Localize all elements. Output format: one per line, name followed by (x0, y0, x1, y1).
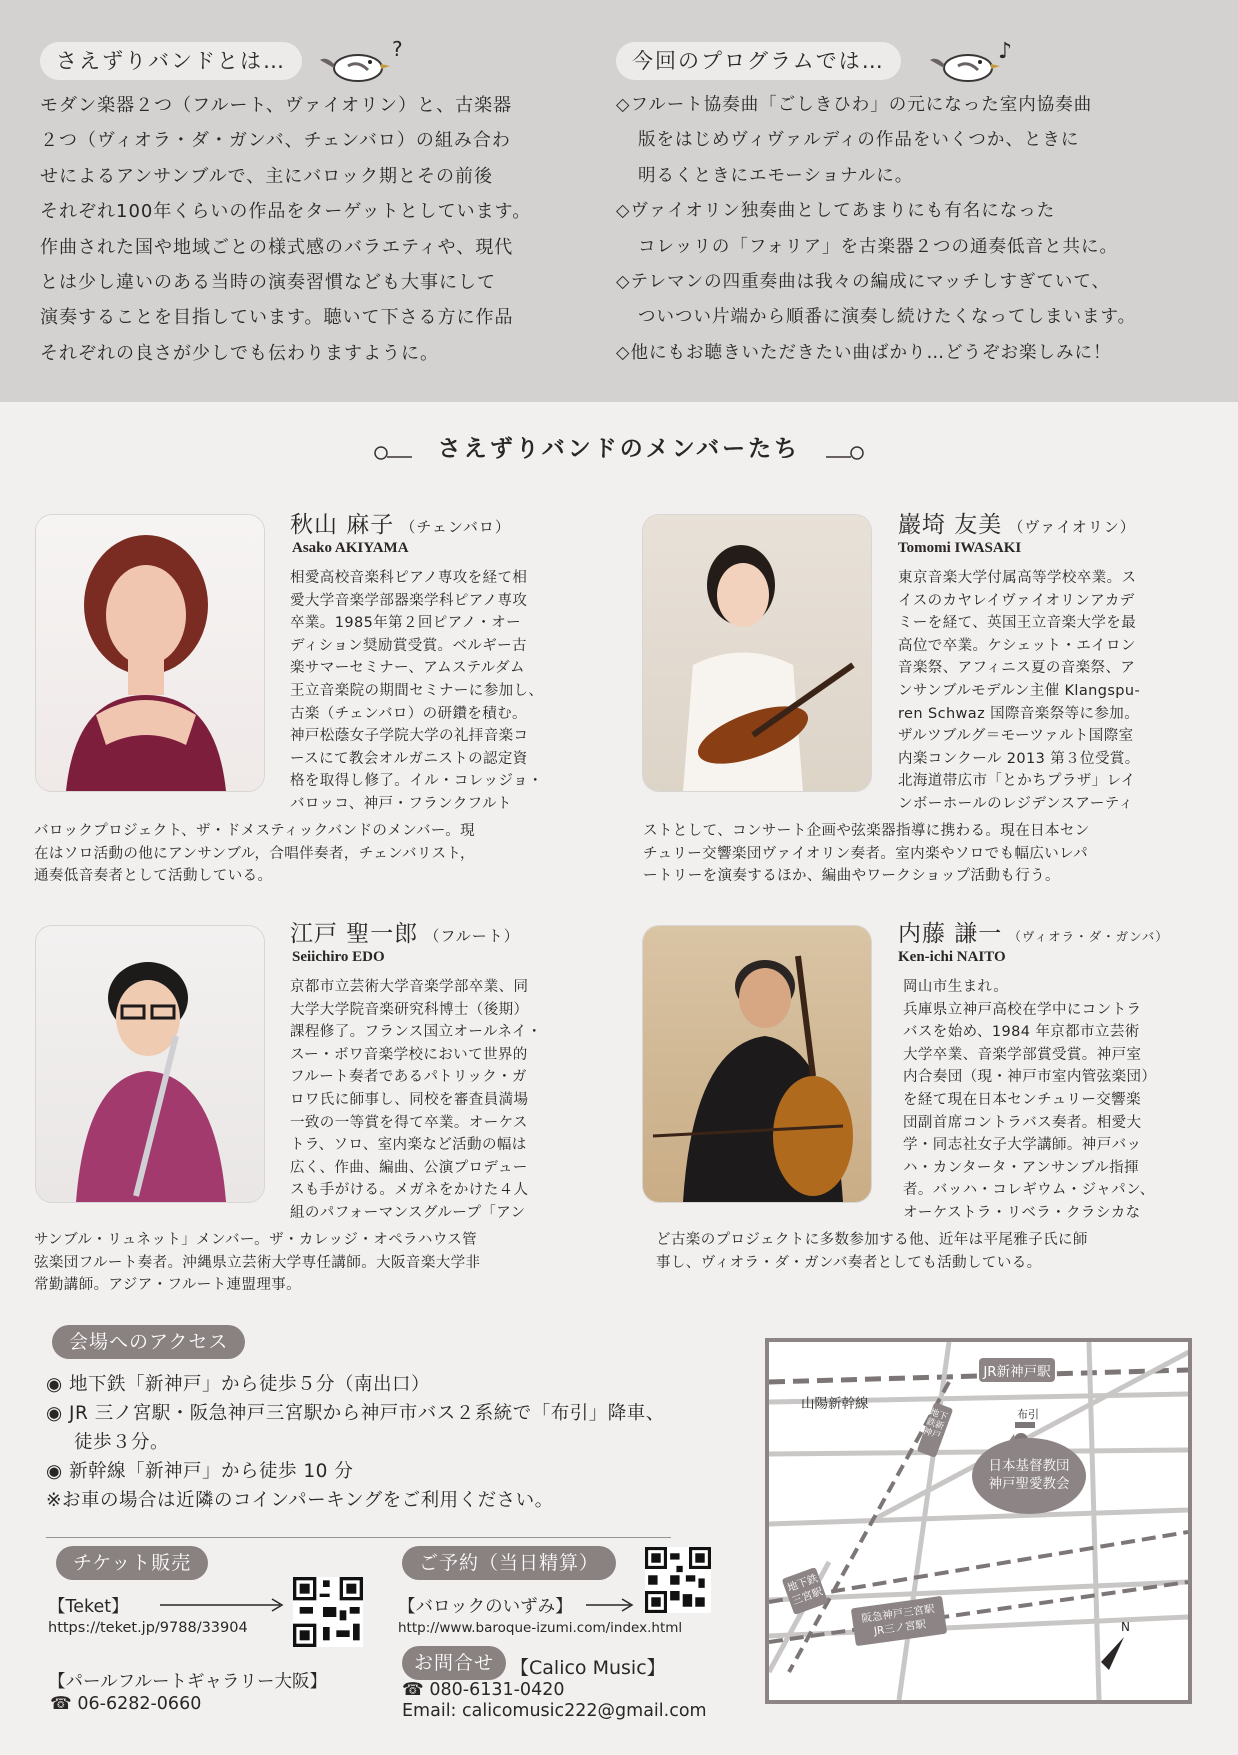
member-instrument: （チェンバロ） (400, 518, 511, 536)
bio-line: ロワ氏に師事し、同校を審査員満場 (290, 1091, 529, 1108)
member-bio-side-naito (903, 976, 1156, 1225)
about-line: せによるアンサンブルで、主にバロック期とその前後 (40, 165, 493, 187)
member-name: 内藤 謙一 (898, 921, 1003, 947)
bio-line: ースにて教会オルガニストの認定資 (290, 750, 528, 767)
map-church: 日本基督教団 神戸聖愛教会 (988, 1458, 1070, 1492)
arrow-right-icon (586, 1597, 636, 1613)
contact-org: 【Calico Music】 (510, 1657, 666, 1679)
bio-line: 学・同志社女子大学講師。神戸バッ (903, 1137, 1142, 1154)
program-line: ◇テレマンの四重奏曲は我々の編成にマッチしすぎていて、 (616, 272, 1111, 293)
teket-qr-code-icon[interactable] (293, 1577, 363, 1647)
teket-label: 【Teket】 (48, 1597, 129, 1617)
bio-line: 者。バッハ・コレギウム・ジャパン、 (903, 1182, 1155, 1199)
member-instrument: （フルート） (424, 927, 520, 945)
bio-line: トラ、ソロ、室内楽など活動の幅は (290, 1137, 527, 1154)
members-title: さえずりバンドのメンバーたち (437, 436, 801, 462)
bio-line: イスのカヤレイヴァイオリンアカデ (898, 592, 1135, 609)
map-subway-shinkobe: 地下鉄新神戸 (921, 1407, 949, 1442)
bio-line: バロックプロジェクト、ザ・ドメスティックバンドのメンバー。現 (34, 823, 476, 839)
bio-line: ンサンブルモデルン主催 Klangspu- (898, 682, 1141, 699)
pearl-label: 【パールフルートギャラリー大阪】 (48, 1672, 327, 1692)
bio-line: ミーを経て、英国王立音楽大学を最 (898, 615, 1137, 632)
contact-title: お問合せ (402, 1646, 506, 1680)
bio-line: 京都市立芸術大学音楽学部卒業、同 (290, 979, 529, 995)
access-list (46, 1370, 665, 1515)
member-name: 巖埼 友美 (898, 512, 1003, 538)
portrait-flutist-icon (36, 926, 264, 1202)
access-item: ◉ 地下鉄「新神戸」から徒歩５分（南出口） (46, 1374, 431, 1395)
portrait-woman-icon (36, 515, 264, 791)
tickets-title: チケット販売 (56, 1546, 208, 1580)
member-bio-side-akiyama (290, 567, 543, 816)
bio-line: サンブル・リュネット」メンバー。ザ・カレッジ・オペラハウス管 (34, 1232, 478, 1248)
about-line: それぞれの良さが少しでも伝わりますように。 (40, 342, 439, 364)
svg-text:?: ? (392, 37, 403, 61)
member-bio-side-iwasaki (898, 567, 1140, 816)
bio-line: 組のパフォーマンスグループ「アン (290, 1204, 526, 1221)
program-text (616, 88, 1136, 371)
about-text (40, 88, 531, 371)
bio-line: 内楽コンクール 2013 第３位受賞。 (898, 750, 1140, 767)
bio-line: 音楽祭、アフィニス夏の音楽祭、ア (898, 660, 1136, 677)
access-item: 徒歩３分。 (74, 1432, 170, 1453)
arrow-right-icon (160, 1597, 285, 1613)
member-romaji-naito: Ken-ichi NAITO (898, 949, 1006, 965)
program-title: 今回のプログラムでは… (616, 42, 901, 80)
bio-line: 事し、ヴィオラ・ダ・ガンバ奏者としても活動している。 (656, 1254, 1042, 1271)
bio-line: フルート奏者であるパトリック・ガ (290, 1069, 527, 1086)
access-item: ◉ 新幹線「新神戸」から徒歩 10 分 (46, 1461, 354, 1482)
member-name-naito (898, 915, 1169, 948)
member-bio-full-iwasaki (643, 820, 1090, 888)
program-line: 明るくときにエモーショナルに。 (638, 165, 914, 186)
member-romaji-edo: Seiichiro EDO (292, 949, 385, 965)
member-instrument: （ヴィオラ・ダ・ガンバ） (1008, 929, 1169, 944)
map-bus-stop: 布引 (1017, 1408, 1039, 1421)
bio-line: ザルツブルグ＝モーツァルト国際室 (898, 728, 1134, 745)
svg-text:♪: ♪ (998, 39, 1013, 64)
about-line: 作曲された国や地域ごとの様式感のバラエティや、現代 (40, 236, 514, 258)
reservation-url[interactable]: http://www.baroque-izumi.com/index.html (398, 1620, 683, 1636)
contact-email[interactable]: Email: calicomusic222@gmail.com (402, 1701, 707, 1721)
bio-line: スー・ボワ音楽学校において世界的 (290, 1046, 528, 1063)
divider (46, 1537, 671, 1538)
bio-line: 大学卒業、音楽学部賞受賞。神戸室 (903, 1046, 1142, 1063)
about-line: それぞれ100年くらいの作品をターゲットとしています。 (40, 201, 532, 223)
bio-line: 格を取得し修了。イル・コレッジョ・ (290, 773, 543, 790)
about-line: ２つ（ヴィオラ・ダ・ガンバ、チェンバロ）の組み合わ (40, 130, 511, 152)
bio-line: スも手がける。メガネをかけた４人 (290, 1182, 529, 1199)
pearl-tel[interactable]: ☎ 06-6282-0660 (50, 1694, 202, 1714)
bio-line: 相愛高校音楽科ピアノ専攻を経て相 (290, 570, 528, 586)
member-bio-full-naito (656, 1229, 1088, 1274)
bio-line: ストとして、コンサート企画や弦楽器指導に携わる。現在日本セン (643, 823, 1090, 839)
member-photo-naito (643, 926, 871, 1202)
bio-line: 愛大学音楽学部器楽学科ピアノ専攻 (290, 592, 528, 609)
access-note: ※お車の場合は近隣のコインパーキングをご利用ください。 (46, 1490, 554, 1511)
north-icon: N (1121, 1620, 1130, 1634)
title-ornament-icon (368, 438, 870, 468)
access-item: ◉ JR 三ノ宮駅・阪急神戸三宮駅から神戸市バス２系統で「布引」降車、 (46, 1403, 665, 1424)
about-line: モダン楽器２つ（フルート、ヴァイオリン）と、古楽器 (40, 95, 513, 116)
bio-line: 北海道帯広市「とかちプラザ」レイ (898, 773, 1136, 790)
program-line: ◇他にもお聴きいただきたい曲ばかり…どうぞお楽しみに！ (616, 342, 1112, 363)
map-subway-sannomiya: 地下鉄 三宮駅 (785, 1572, 825, 1608)
member-bio-full-edo (34, 1229, 480, 1297)
bio-line: ど古楽のプロジェクトに多数参加する他、近年は平尾雅子氏に師 (656, 1232, 1088, 1248)
bio-line: 高位で卒業。ケシェット・エイロン (898, 637, 1136, 654)
member-name-edo (290, 915, 520, 948)
bio-line: 広く、作曲、編曲、公演プロデュー (290, 1159, 528, 1176)
member-name-iwasaki (898, 506, 1136, 539)
bio-line: 王立音楽院の期間セミナーに参加し、 (290, 682, 544, 699)
reservation-label: 【バロックのいずみ】 (398, 1597, 573, 1617)
bio-line: 岡山市生まれ。 (903, 979, 1009, 995)
member-instrument: （ヴァイオリン） (1008, 518, 1136, 536)
portrait-gamba-player-icon (643, 926, 871, 1202)
bio-line: オーケストラ・リベラ・クラシカな (903, 1204, 1141, 1221)
bio-line: 古楽（チェンバロ）の研鑽を積む。 (290, 705, 527, 722)
bio-line: ren Schwaz 国際音楽祭等に参加。 (898, 705, 1140, 722)
bio-line: ンボーホールのレジデンスアーティ (898, 795, 1134, 812)
reservation-title: ご予約（当日精算） (402, 1546, 616, 1580)
bio-line: チュリー交響楽団ヴァイオリン奏者。室内楽やソロでも幅広いレパ (643, 845, 1088, 862)
bio-line: 内合奏団（現・神戸市室内管弦楽団） (903, 1069, 1157, 1086)
bio-line: 大学大学院音楽研究科博士（後期） (290, 1001, 529, 1018)
about-line: 演奏することを目指しています。聴いて下さる方に作品 (40, 307, 514, 329)
member-bio-full-akiyama (34, 820, 475, 888)
program-line: ◇ヴァイオリン独奏曲としてあまりにも有名になった (616, 201, 1056, 222)
member-photo-edo (36, 926, 264, 1202)
access-map[interactable] (765, 1338, 1192, 1704)
bio-line: 団副首席コントラバス奏者。相愛大 (903, 1114, 1142, 1131)
bio-line: 兵庫県立神戸高校在学中にコントラ (903, 1001, 1142, 1018)
access-title: 会場へのアクセス (52, 1325, 245, 1359)
bio-line: 東京音楽大学付属高等学校卒業。ス (898, 570, 1137, 586)
bio-line: 課程修了。フランス国立オールネイ・ (290, 1024, 542, 1041)
bio-line: 在はソロ活動の他にアンサンブル，合唱伴奏者，チェンバリスト， (34, 845, 475, 862)
program-line: ◇フルート協奏曲「ごしきひわ」の元になった室内協奏曲 (616, 95, 1093, 115)
bio-line: 常勤講師。アジア・フルート連盟理事。 (34, 1277, 302, 1294)
member-photo-akiyama (36, 515, 264, 791)
contact-tel[interactable]: ☎ 080-6131-0420 (402, 1680, 565, 1700)
member-romaji-akiyama: Asako AKIYAMA (292, 540, 409, 556)
bio-line: バロッコ、神戸・フランクフルト (290, 795, 512, 812)
bio-line: ハ・カンタータ・アンサンブル指揮 (903, 1159, 1139, 1176)
teket-url[interactable]: https://teket.jp/9788/33904 (48, 1620, 248, 1636)
member-name-akiyama (290, 506, 511, 539)
bio-line: 神戸松蔭女子学院大学の礼拝音楽コ (290, 728, 529, 745)
bio-line: 卒業。1985年第２回ピアノ・オー (290, 615, 522, 632)
program-line: 版をはじめヴィヴァルディの作品をいくつか、ときに (638, 130, 1080, 151)
bio-line: ートリーを演奏するほか、編曲やワークショップ活動も行う。 (643, 868, 1060, 885)
reservation-qr-code-icon[interactable] (645, 1547, 711, 1613)
bird-music-note-icon (928, 34, 1020, 88)
program-line: コレッリの「フォリア」を古楽器２つの通奏低音と共に。 (638, 236, 1118, 257)
bio-line: 楽サマーセミナー、アムステルダム (290, 660, 525, 677)
bio-line: バスを始め、1984 年京都市立芸術 (903, 1024, 1140, 1041)
member-bio-side-edo (290, 976, 542, 1225)
member-photo-iwasaki (643, 515, 871, 791)
about-line: とは少し違いのある当時の演奏習慣なども大事にして (40, 272, 496, 294)
program-line: ついつい片端から順番に演奏し続けたくなってしまいます。 (638, 307, 1137, 328)
map-shinkansen: 山陽新幹線 (801, 1396, 869, 1412)
bio-line: ディション奨励賞受賞。ベルギー古 (290, 637, 527, 654)
map-jr-station: JR新神戸駅 (983, 1364, 1051, 1380)
map-hankyu-jr: 阪急神戸三宮駅 JR三ノ宮駅 (860, 1603, 936, 1638)
member-name: 秋山 麻子 (290, 512, 395, 538)
member-romaji-iwasaki: Tomomi IWASAKI (898, 540, 1022, 556)
bio-line: 通奏低音奏者として活動している。 (34, 868, 273, 885)
member-name: 江戸 聖一郎 (290, 921, 419, 947)
bird-question-icon (318, 34, 410, 88)
about-title: さえずりバンドとは… (40, 42, 302, 80)
bio-line: を経て現在日本センチュリー交響楽 (903, 1091, 1141, 1108)
portrait-violinist-icon (643, 515, 871, 791)
bio-line: 一致の一等賞を得て卒業。オーケス (290, 1114, 528, 1131)
bio-line: 弦楽団フルート奏者。沖縄県立芸術大学専任講師。大阪音楽大学非 (34, 1254, 481, 1271)
